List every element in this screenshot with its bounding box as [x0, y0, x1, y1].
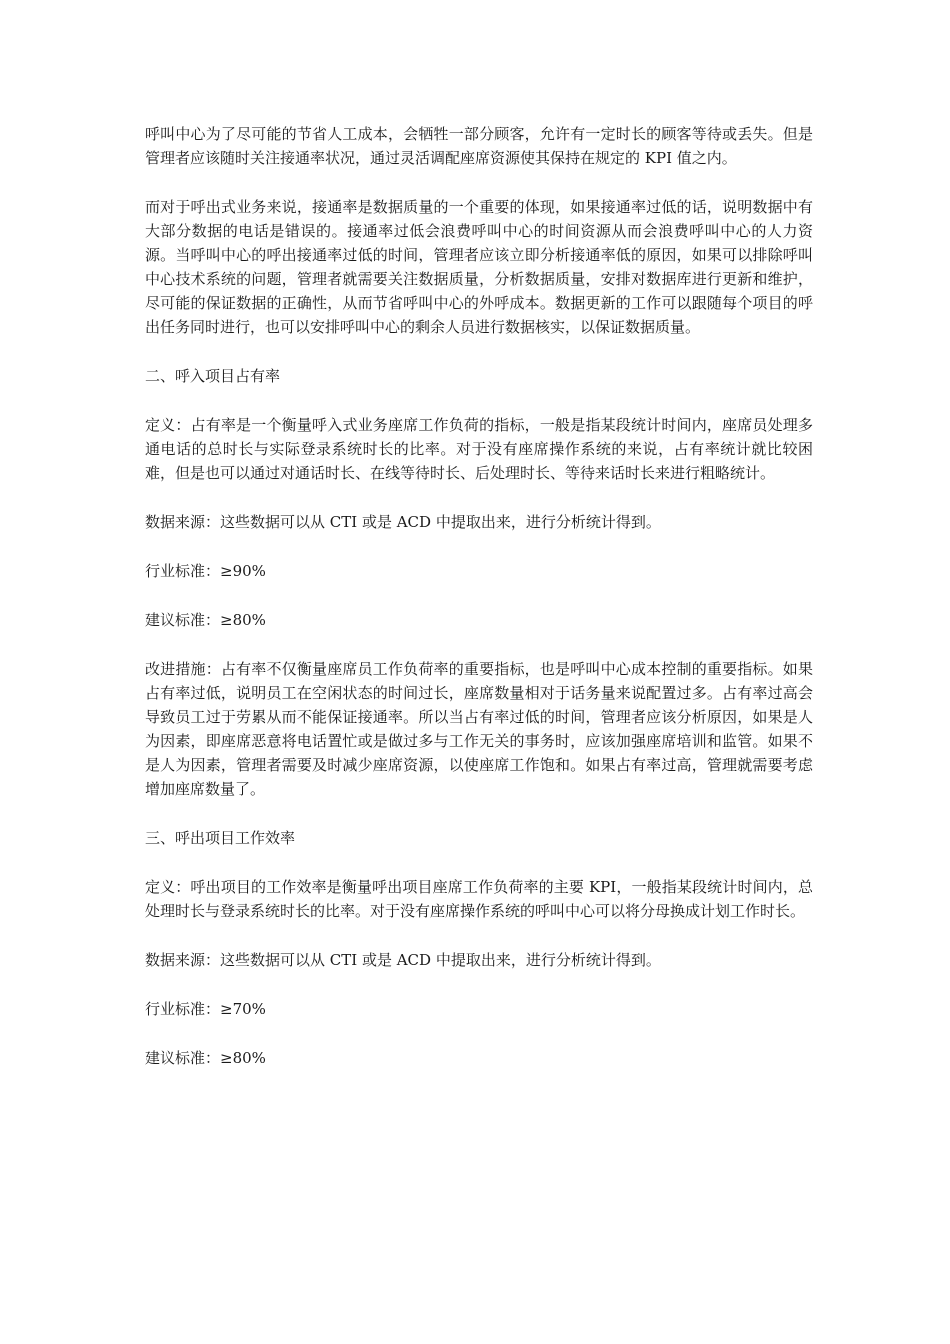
paragraph-definition-2: 定义：呼出项目的工作效率是衡量呼出项目座席工作负荷率的主要 KPI，一般指某段统计时间内，总处理时长与登录系统时长的比率。对于没有座席操作系统的呼叫中心可以将分母换成计划工作时长。	[145, 878, 813, 920]
paragraph-2: 而对于呼出式业务来说，接通率是数据质量的一个重要的体现，如果接通率过低的话，说明数据中有大部分数据的电话是错误的。接通率过低会浪费呼叫中心的时间资源从而会浪费呼叫中心的人力资源。当呼叫中心的呼出接通率过低的时间，管理者应该立即分析接通率低的原因，如果可以排除呼叫中心技术系统的问题，管理者就需要关注数据质量，分析数据质量，安排对数据库进行更新和维护，尽可能的保证数据的正确性，从而节省呼叫中心的外呼成本。数据更新的工作可以跟随每个项目的呼出任务同时进行，也可以安排呼叫中心的剩余人员进行数据核实，以保证数据质量。	[145, 198, 813, 336]
section-heading-3: 三、呼出项目工作效率	[145, 829, 296, 847]
paragraph-data-source-1: 数据来源：这些数据可以从 CTI 或是 ACD 中提取出来，进行分析统计得到。	[145, 513, 661, 531]
section-heading-2: 二、呼入项目占有率	[145, 367, 281, 385]
paragraph-industry-standard-2: 行业标准：≥70%	[145, 1000, 266, 1018]
paragraph-definition-1: 定义：占有率是一个衡量呼入式业务座席工作负荷的指标，一般是指某段统计时间内，座席员处理多通电话的总时长与实际登录系统时长的比率。对于没有座席操作系统的来说，占有率统计就比较困难，但是也可以通过对通话时长、在线等待时长、后处理时长、等待来话时长来进行粗略统计。	[145, 416, 813, 482]
paragraph-1: 呼叫中心为了尽可能的节省人工成本，会牺牲一部分顾客，允许有一定时长的顾客等待或丢失。但是管理者应该随时关注接通率状况，通过灵活调配座席资源使其保持在规定的 KPI 值之内。	[145, 125, 813, 167]
paragraph-suggested-standard-2: 建议标准：≥80%	[145, 1049, 266, 1067]
document-body	[145, 122, 813, 1095]
paragraph-improvement: 改进措施：占有率不仅衡量座席员工作负荷率的重要指标，也是呼叫中心成本控制的重要指标。如果占有率过低，说明员工在空闲状态的时间过长，座席数量相对于话务量来说配置过多。占有率过高会导致员工过于劳累从而不能保证接通率。所以当占有率过低的时间，管理者应该分析原因，如果是人为因素，即座席恶意将电话置忙或是做过多与工作无关的事务时，应该加强座席培训和监管。如果不是人为因素，管理者需要及时减少座席资源，以使座席工作饱和。如果占有率过高，管理就需要考虑增加座席数量了。	[145, 660, 813, 798]
paragraph-suggested-standard-1: 建议标准：≥80%	[145, 611, 266, 629]
paragraph-data-source-2: 数据来源：这些数据可以从 CTI 或是 ACD 中提取出来，进行分析统计得到。	[145, 951, 661, 969]
paragraph-industry-standard-1: 行业标准：≥90%	[145, 562, 266, 580]
